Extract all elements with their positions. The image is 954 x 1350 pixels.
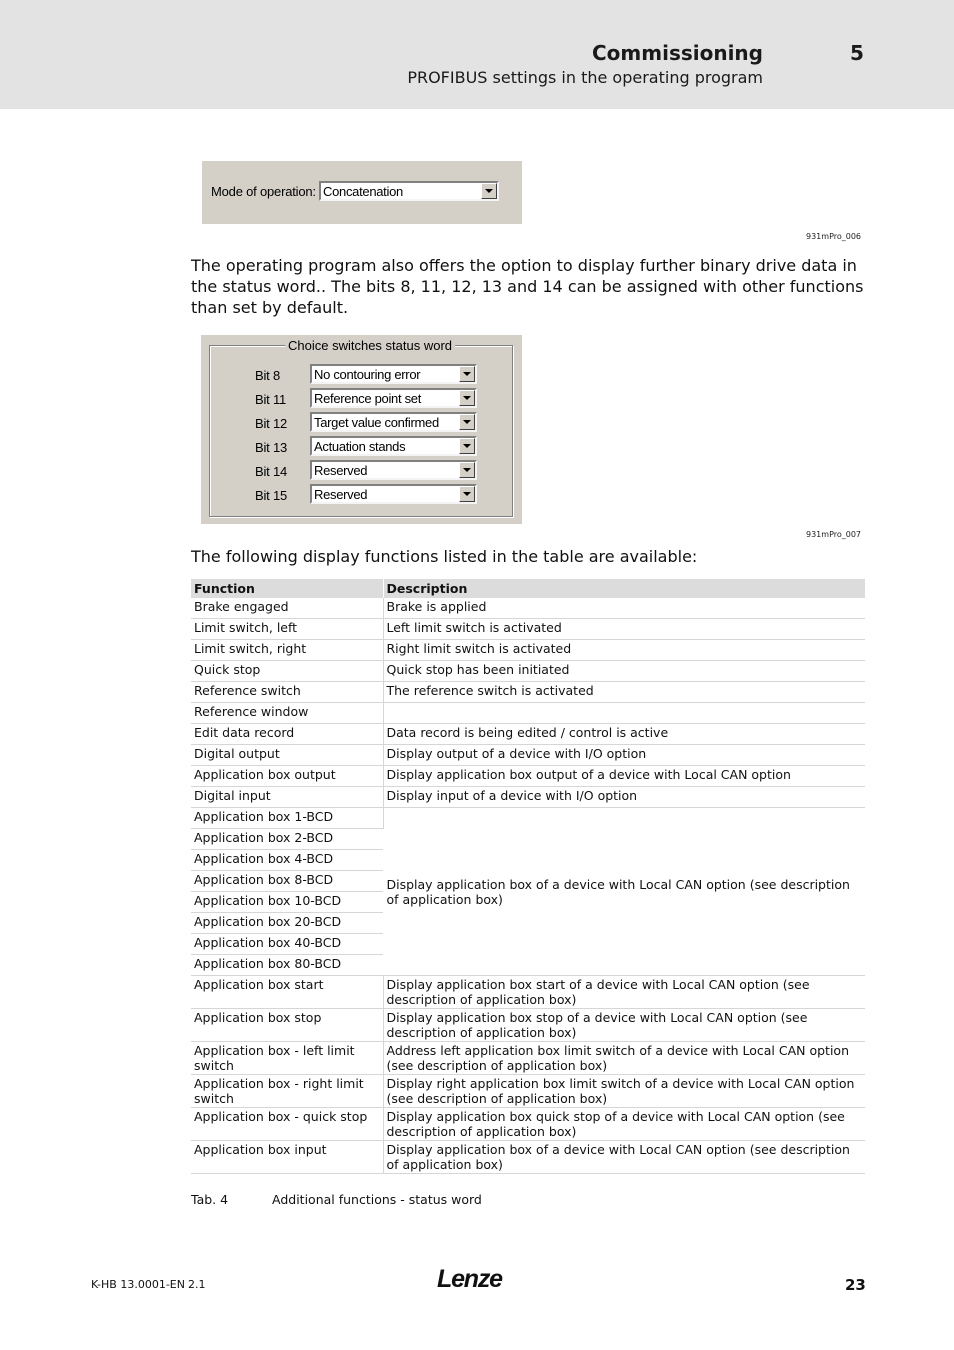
bit-label: Bit 8: [255, 368, 281, 383]
column-header: Function: [191, 579, 383, 598]
bit-label: Bit 11: [255, 392, 287, 407]
table-row: [191, 766, 865, 787]
mode-of-operation-value: Concatenation: [323, 184, 403, 199]
description-cell: Quick stop has been initiated: [383, 661, 865, 682]
function-cell: Application box 2-BCD: [191, 829, 383, 850]
bit-label: Bit 15: [255, 488, 288, 503]
function-cell: Application box 20-BCD: [191, 913, 383, 934]
function-cell: Application box 1-BCD: [191, 808, 383, 829]
bit-15-dropdown[interactable]: [310, 484, 477, 504]
description-cell: The reference switch is activated: [383, 682, 865, 703]
figure-code: 931mPro_007: [806, 530, 862, 539]
description-cell: Display right application box limit switch of a device with Local CAN option (see description of application box): [383, 1075, 865, 1108]
table-row: [191, 787, 865, 808]
table-row: [191, 640, 865, 661]
mode-of-operation-panel: [202, 161, 522, 224]
bit-value: No contouring error: [314, 367, 421, 382]
bit-8-dropdown[interactable]: [310, 364, 477, 384]
function-cell: Application box input: [191, 1141, 383, 1174]
bit-12-dropdown[interactable]: [310, 412, 477, 432]
bit-value: Actuation stands: [314, 439, 406, 454]
bit-value: Reference point set: [314, 391, 422, 406]
page-number: 23: [845, 1276, 866, 1294]
function-cell: Limit switch, right: [191, 640, 383, 661]
document-version: 2.1: [188, 1278, 206, 1291]
function-cell: Application box 8-BCD: [191, 871, 383, 892]
bit-14-dropdown[interactable]: [310, 460, 477, 480]
bit-label: Bit 14: [255, 464, 288, 479]
paragraph-table-intro: The following display functions listed in the table are available:: [191, 547, 698, 566]
bit-value: Reserved: [314, 487, 368, 502]
function-cell: Application box stop: [191, 1009, 383, 1042]
document-code: K-HB 13.0001-EN: [91, 1278, 185, 1291]
chevron-down-icon[interactable]: [481, 183, 497, 199]
description-cell: Right limit switch is activated: [383, 640, 865, 661]
table-row: [191, 1141, 865, 1174]
table-caption-text: Additional functions - status word: [272, 1192, 482, 1207]
description-cell: Display application box of a device with Local CAN option (see description of application box): [383, 808, 865, 976]
chevron-down-icon[interactable]: [459, 414, 475, 430]
bit-value: Target value confirmed: [314, 415, 439, 430]
function-cell: Edit data record: [191, 724, 383, 745]
description-cell: Display input of a device with I/O option: [383, 787, 865, 808]
description-cell: Left limit switch is activated: [383, 619, 865, 640]
mode-of-operation-label: Mode of operation:: [211, 184, 316, 199]
table-row: [191, 619, 865, 640]
table-row: [191, 1075, 865, 1108]
functions-table: [191, 579, 866, 1174]
description-cell: [383, 703, 865, 724]
chapter-number: 5: [850, 41, 864, 65]
description-cell: Brake is applied: [383, 598, 865, 619]
table-row: [191, 1042, 865, 1075]
description-cell: Display application box stop of a device with Local CAN option (see description of application box): [383, 1009, 865, 1042]
function-cell: Reference switch: [191, 682, 383, 703]
bit-value: Reserved: [314, 463, 368, 478]
table-row: [191, 724, 865, 745]
function-cell: Application box - quick stop: [191, 1108, 383, 1141]
description-cell: Display application box output of a device with Local CAN option: [383, 766, 865, 787]
function-cell: Application box 40-BCD: [191, 934, 383, 955]
chevron-down-icon[interactable]: [459, 462, 475, 478]
description-cell: Display application box of a device with Local CAN option (see description of application box): [383, 1141, 865, 1174]
table-row: [191, 682, 865, 703]
bit-label: Bit 12: [255, 416, 288, 431]
function-cell: Quick stop: [191, 661, 383, 682]
table-row: [191, 661, 865, 682]
chevron-down-icon[interactable]: [459, 390, 475, 406]
table-row: [191, 1108, 865, 1141]
function-cell: Brake engaged: [191, 598, 383, 619]
paragraph-status-word: The operating program also offers the option to display further binary drive data in the status word.. The bits 8, 11, 12, 13 and 14 can be assigned with other functions than set by default.: [191, 256, 864, 317]
table-row: [191, 598, 865, 619]
table-caption-label: Tab. 4: [191, 1192, 229, 1207]
function-cell: Reference window: [191, 703, 383, 724]
bit-label: Bit 13: [255, 440, 288, 455]
description-cell: Display output of a device with I/O option: [383, 745, 865, 766]
description-cell: Address left application box limit switch of a device with Local CAN option (see description of application box): [383, 1042, 865, 1075]
function-cell: Application box 80-BCD: [191, 955, 383, 976]
description-cell: Display application box start of a device with Local CAN option (see description of application box): [383, 976, 865, 1009]
mode-of-operation-dropdown[interactable]: [319, 181, 499, 201]
table-header-row: [191, 579, 865, 598]
function-cell: Application box 4-BCD: [191, 850, 383, 871]
function-cell: Application box start: [191, 976, 383, 1009]
function-cell: Digital input: [191, 787, 383, 808]
header-band: [0, 0, 954, 109]
status-word-group-title: Choice switches status word: [285, 338, 455, 353]
description-cell: Data record is being edited / control is active: [383, 724, 865, 745]
chapter-title: Commissioning: [591, 41, 763, 65]
bit-11-dropdown[interactable]: [310, 388, 477, 408]
chapter-subtitle: PROFIBUS settings in the operating program: [407, 68, 763, 87]
function-cell: Limit switch, left: [191, 619, 383, 640]
table-row: [191, 703, 865, 724]
chevron-down-icon[interactable]: [459, 438, 475, 454]
bit-13-dropdown[interactable]: [310, 436, 477, 456]
function-cell: Application box - right limit switch: [191, 1075, 383, 1108]
table-row: [191, 808, 865, 829]
table-row: [191, 976, 865, 1009]
chevron-down-icon[interactable]: [459, 366, 475, 382]
description-cell: Display application box quick stop of a device with Local CAN option (see description of application box): [383, 1108, 865, 1141]
column-header: Description: [383, 579, 865, 598]
function-cell: Application box output: [191, 766, 383, 787]
table-row: [191, 745, 865, 766]
function-cell: Application box - left limit switch: [191, 1042, 383, 1075]
lenze-logo: Lenze: [437, 1265, 502, 1293]
chevron-down-icon[interactable]: [459, 486, 475, 502]
table-row: [191, 1009, 865, 1042]
figure-code: 931mPro_006: [806, 232, 862, 241]
function-cell: Application box 10-BCD: [191, 892, 383, 913]
function-cell: Digital output: [191, 745, 383, 766]
status-word-panel: [201, 335, 522, 524]
